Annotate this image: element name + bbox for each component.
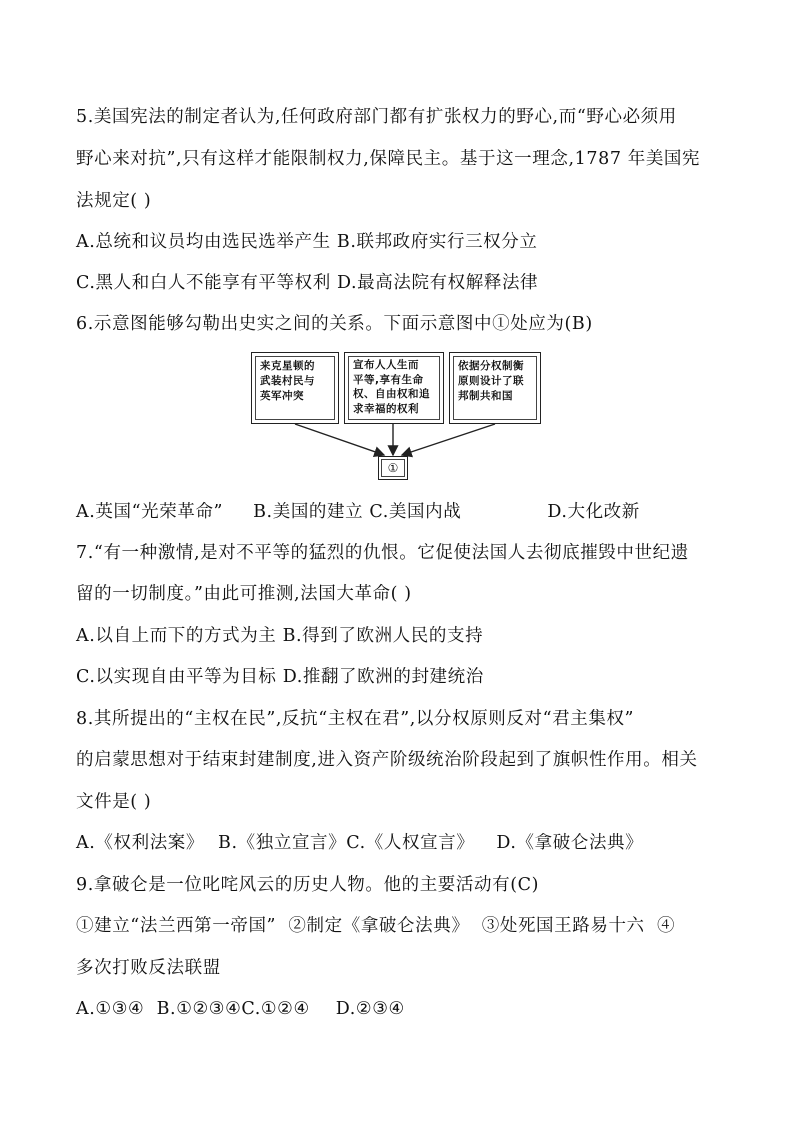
box3-line-3: 邦制共和国 — [458, 390, 513, 402]
q9-items-line-2: 多次打败反法联盟 — [76, 958, 221, 978]
q7-stem-line-1: 7.“有一种激情,是对不平等的猛烈的仇恨。它促使法国人去彻底摧毁中世纪遗 — [76, 543, 689, 563]
box1-line-3: 英军冲突 — [260, 390, 304, 402]
q9-items-line-1: ①建立“法兰西第一帝国” ②制定《拿破仑法典》 ③处死国王路易十六 ④ — [76, 916, 676, 936]
q6-option-d: D.大化改新 — [547, 502, 640, 522]
box1-line-1: 来克星顿的 — [260, 360, 315, 372]
box3-line-1: 依据分权制衡 — [458, 360, 524, 372]
q6-option-bc: B.美国的建立 C.美国内战 — [253, 502, 462, 522]
q8-stem-line-2: 的启蒙思想对于结束封建制度,进入资产阶级统治阶段起到了旗帜性作用。相关 — [76, 750, 698, 770]
q5-stem-line-1: 5.美国宪法的制定者认为,任何政府部门都有扩张权力的野心,而“野心必须用 — [76, 107, 677, 127]
q5-stem-line-3: 法规定( ) — [76, 191, 152, 211]
q7-options-ab: A.以自上而下的方式为主 B.得到了欧洲人民的支持 — [76, 626, 484, 646]
box3-line-2: 原则设计了联 — [458, 375, 524, 387]
box2-line-1: 宣布人人生而 — [353, 359, 419, 371]
box2-line-3: 权、自由权和追 — [353, 388, 430, 400]
diagram-box-2 — [344, 352, 444, 424]
q8-option-bc: B.《独立宣言》C.《人权宣言》 — [218, 833, 475, 853]
q6-diagram — [251, 352, 541, 482]
q5-stem-line-2: 野心来对抗”,只有这样才能限制权力,保障民主。基于这一理念,1787 年美国宪 — [76, 149, 701, 169]
diagram-result-label: ① — [381, 459, 405, 477]
q7-options-cd: C.以实现自由平等为目标 D.推翻了欧洲的封建统治 — [76, 667, 484, 687]
box1-line-2: 武装村民与 — [260, 375, 315, 387]
q7-stem-line-2: 留的一切制度。”由此可推测,法国大革命( ) — [76, 584, 412, 604]
diagram-box-3 — [449, 352, 541, 424]
q5-options-cd: C.黑人和白人不能享有平等权利 D.最高法院有权解释法律 — [76, 273, 539, 293]
q9-options — [76, 997, 405, 1021]
q6-option-a: A.英国“光荣革命” — [76, 502, 224, 522]
q6-options — [76, 500, 640, 524]
q8-option-a: A.《权利法案》 — [76, 833, 205, 853]
q9-stem: 9.拿破仑是一位叱咤风云的历史人物。他的主要活动有(C) — [76, 875, 540, 895]
q5-options-ab: A.总统和议员均由选民选举产生 B.联邦政府实行三权分立 — [76, 232, 538, 252]
q8-options — [76, 831, 643, 855]
q9-option-d: D.②③④ — [335, 999, 405, 1019]
box2-line-2: 平等,享有生命 — [353, 373, 424, 386]
diagram-box-1 — [251, 352, 339, 424]
q8-stem-line-3: 文件是( ) — [76, 792, 152, 812]
box2-line-4: 求幸福的权利 — [353, 402, 419, 415]
diagram-result-box — [378, 456, 408, 480]
q8-stem-line-1: 8.其所提出的“主权在民”,反抗“主权在君”,以分权原则反对“君主集权” — [76, 709, 635, 729]
q6-stem: 6.示意图能够勾勒出史实之间的关系。下面示意图中①处应为(B) — [76, 314, 593, 334]
q9-option-abc: A.①③④ B.①②③④C.①②④ — [76, 999, 310, 1019]
q8-option-d: D.《拿破仑法典》 — [496, 833, 644, 853]
